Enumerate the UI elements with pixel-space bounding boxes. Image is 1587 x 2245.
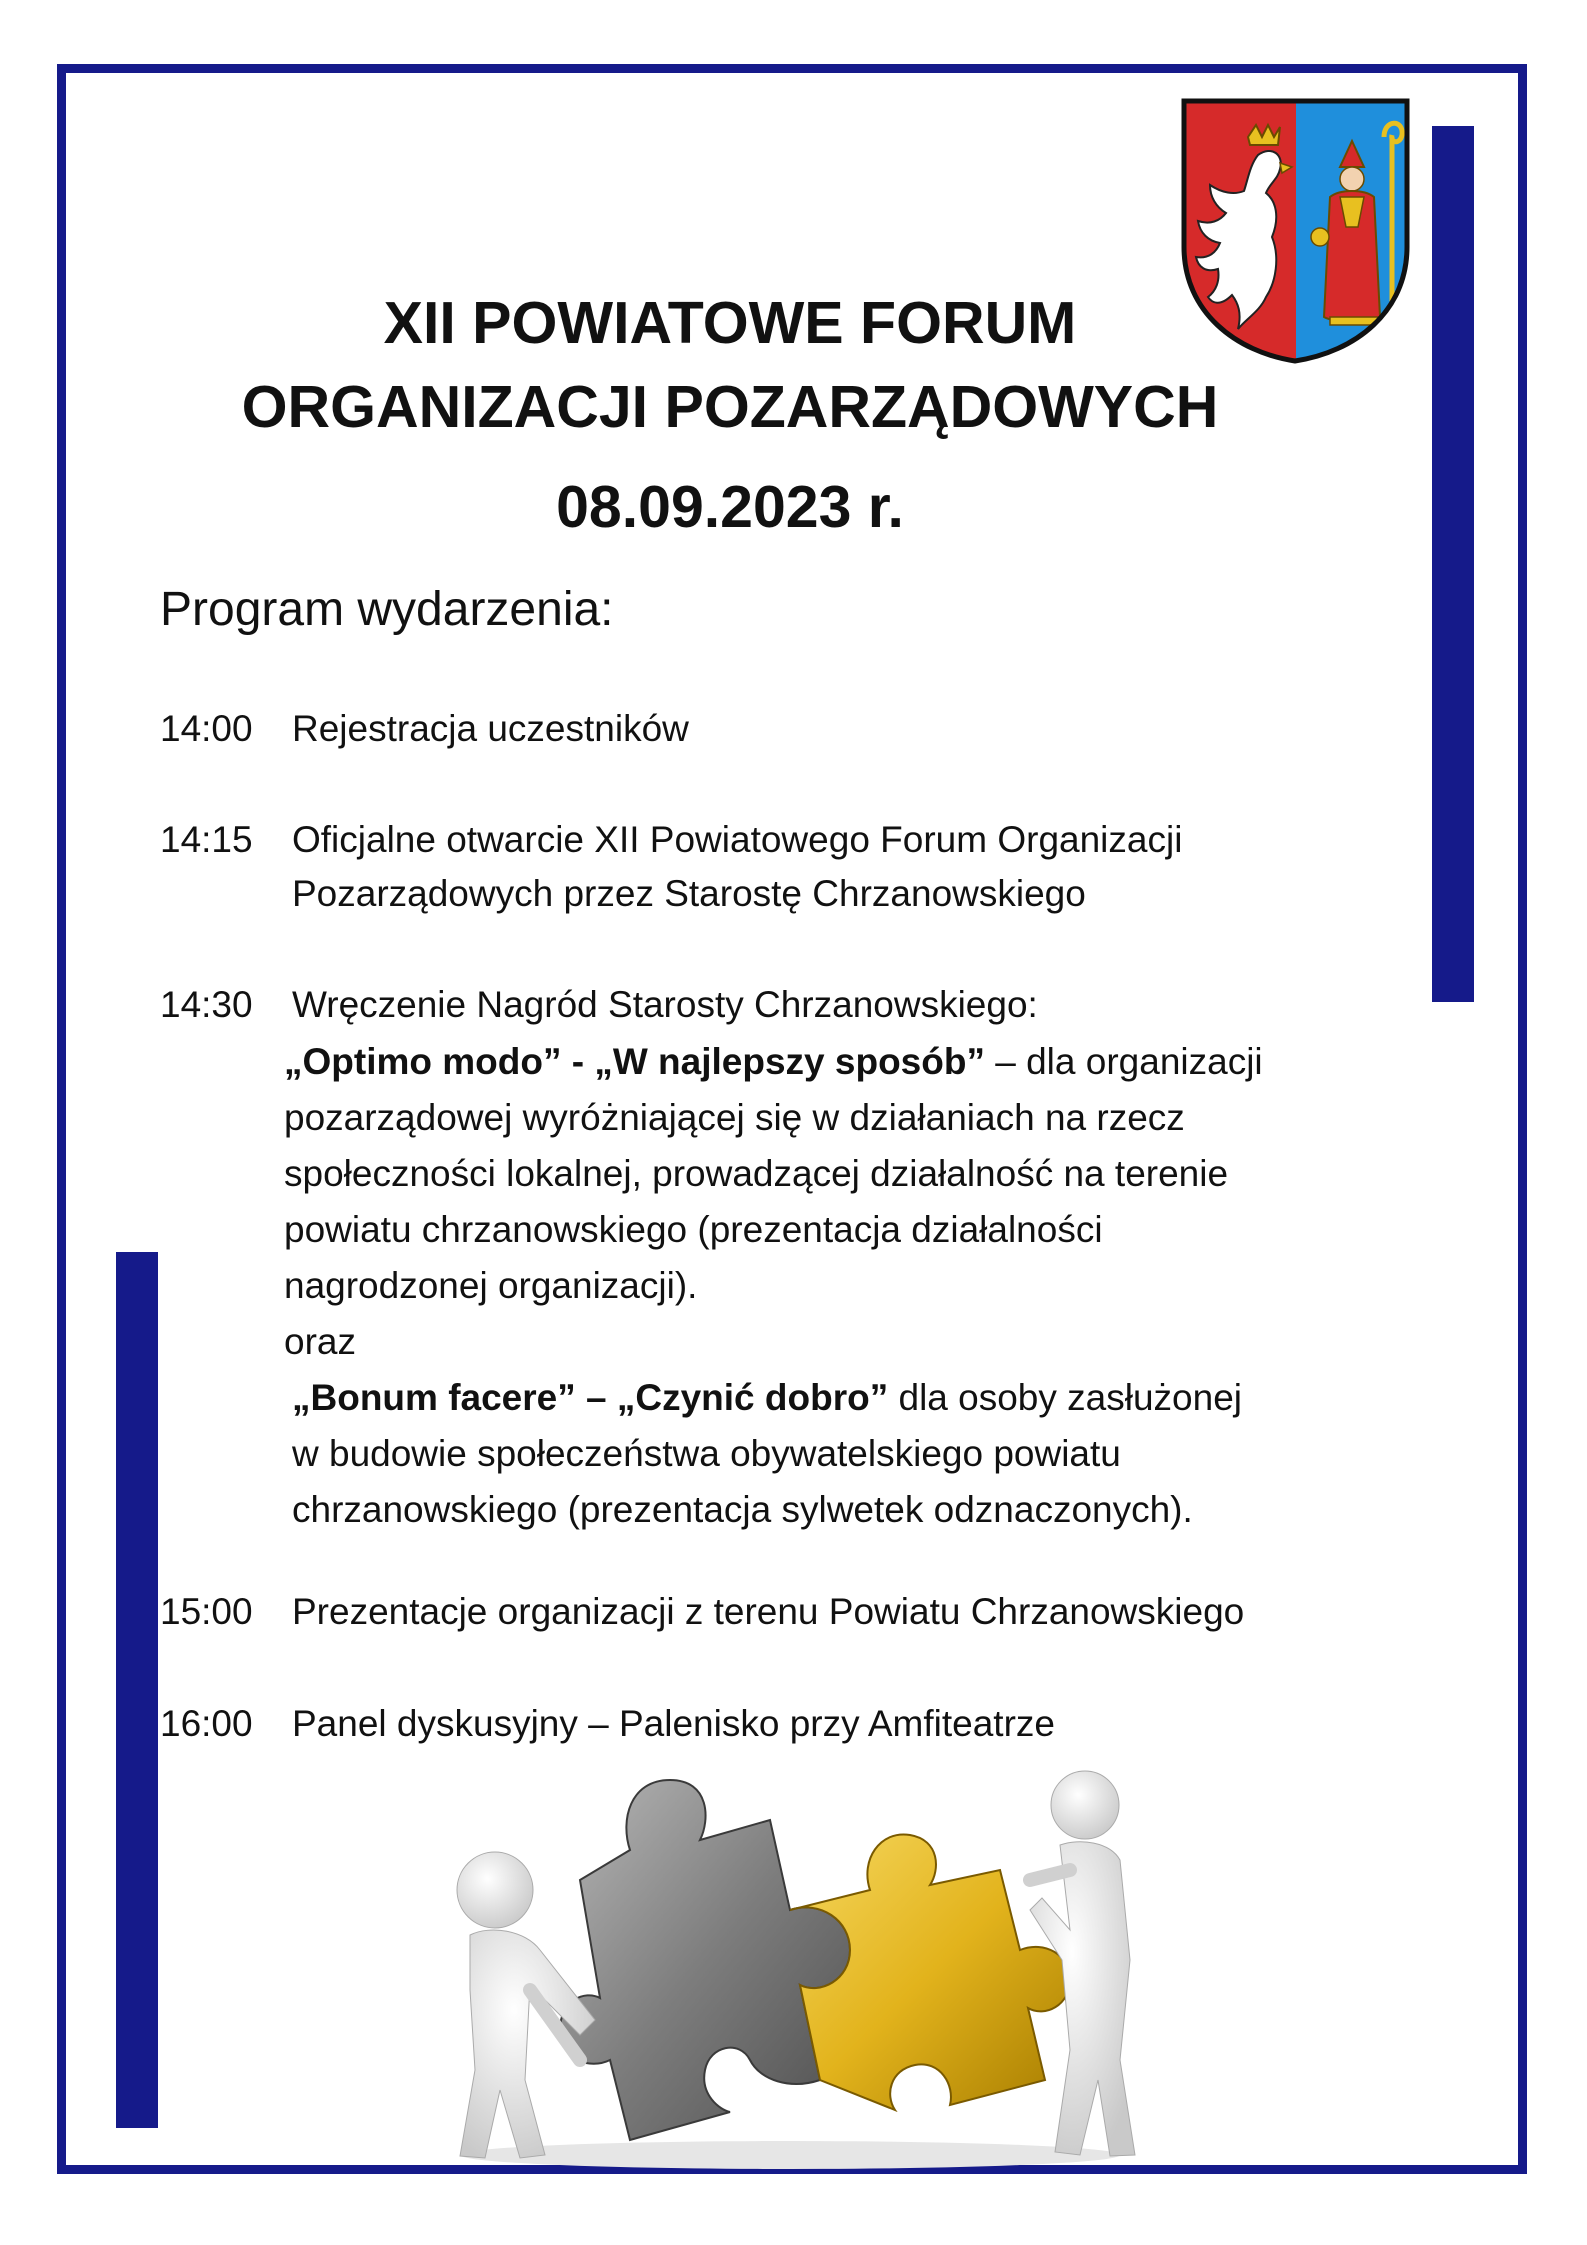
- award1-desc-line: nagrodzonej organizacji).: [284, 1265, 698, 1306]
- puzzle-figures-illustration-icon: [430, 1760, 1150, 2170]
- program-item-text: Prezentacje organizacji z terenu Powiatu Chrzanowskiego: [292, 1591, 1245, 1632]
- program-item-text: Rejestracja uczestników: [292, 708, 689, 749]
- award2-desc-line: chrzanowskiego (prezentacja sylwetek odznaczonych).: [292, 1489, 1193, 1530]
- program-item-text: Wręczenie Nagród Starosty Chrzanowskiego:: [292, 984, 1038, 1025]
- connector-text: oraz: [284, 1321, 356, 1362]
- decorative-bar-left: [116, 1252, 158, 2128]
- award1-desc-start: – dla organizacji: [984, 1041, 1263, 1082]
- forum-title-line2: ORGANIZACJI POZARZĄDOWYCH: [241, 374, 1219, 440]
- program-heading: Program wydarzenia:: [160, 583, 614, 636]
- award1-desc-line: powiatu chrzanowskiego (prezentacja działalności: [284, 1209, 1103, 1250]
- award1-desc-line: pozarządowej wyróżniającej się w działaniach na rzecz: [284, 1097, 1185, 1138]
- program-time: 14:00: [160, 708, 253, 749]
- program-item-text: Oficjalne otwarcie XII Powiatowego Forum Organizacji: [292, 819, 1183, 860]
- award1-name: „Optimo modo” - „W najlepszy sposób”: [284, 1041, 985, 1082]
- program-time: 14:15: [160, 819, 253, 860]
- program-time: 15:00: [160, 1591, 253, 1632]
- award2-heading: [292, 1370, 1242, 1426]
- event-date: 08.09.2023 r.: [556, 474, 904, 540]
- decorative-bar-right: [1432, 126, 1474, 1002]
- award2-desc-line: w budowie społeczeństwa obywatelskiego powiatu: [292, 1433, 1121, 1474]
- program-time: 16:00: [160, 1703, 253, 1744]
- forum-title-line1: XII POWIATOWE FORUM: [383, 290, 1077, 356]
- award2-name: „Bonum facere” – „Czynić dobro”: [292, 1377, 889, 1418]
- award1-heading: [284, 1034, 1263, 1090]
- award1-desc-line: społeczności lokalnej, prowadzącej działalność na terenie: [284, 1153, 1229, 1194]
- program-item-text: Pozarządowych przez Starostę Chrzanowskiego: [292, 873, 1086, 914]
- award2-desc-start: dla osoby zasłużonej: [888, 1377, 1242, 1418]
- program-time: 14:30: [160, 984, 253, 1025]
- program-item-text: Panel dyskusyjny – Palenisko przy Amfiteatrze: [292, 1703, 1055, 1744]
